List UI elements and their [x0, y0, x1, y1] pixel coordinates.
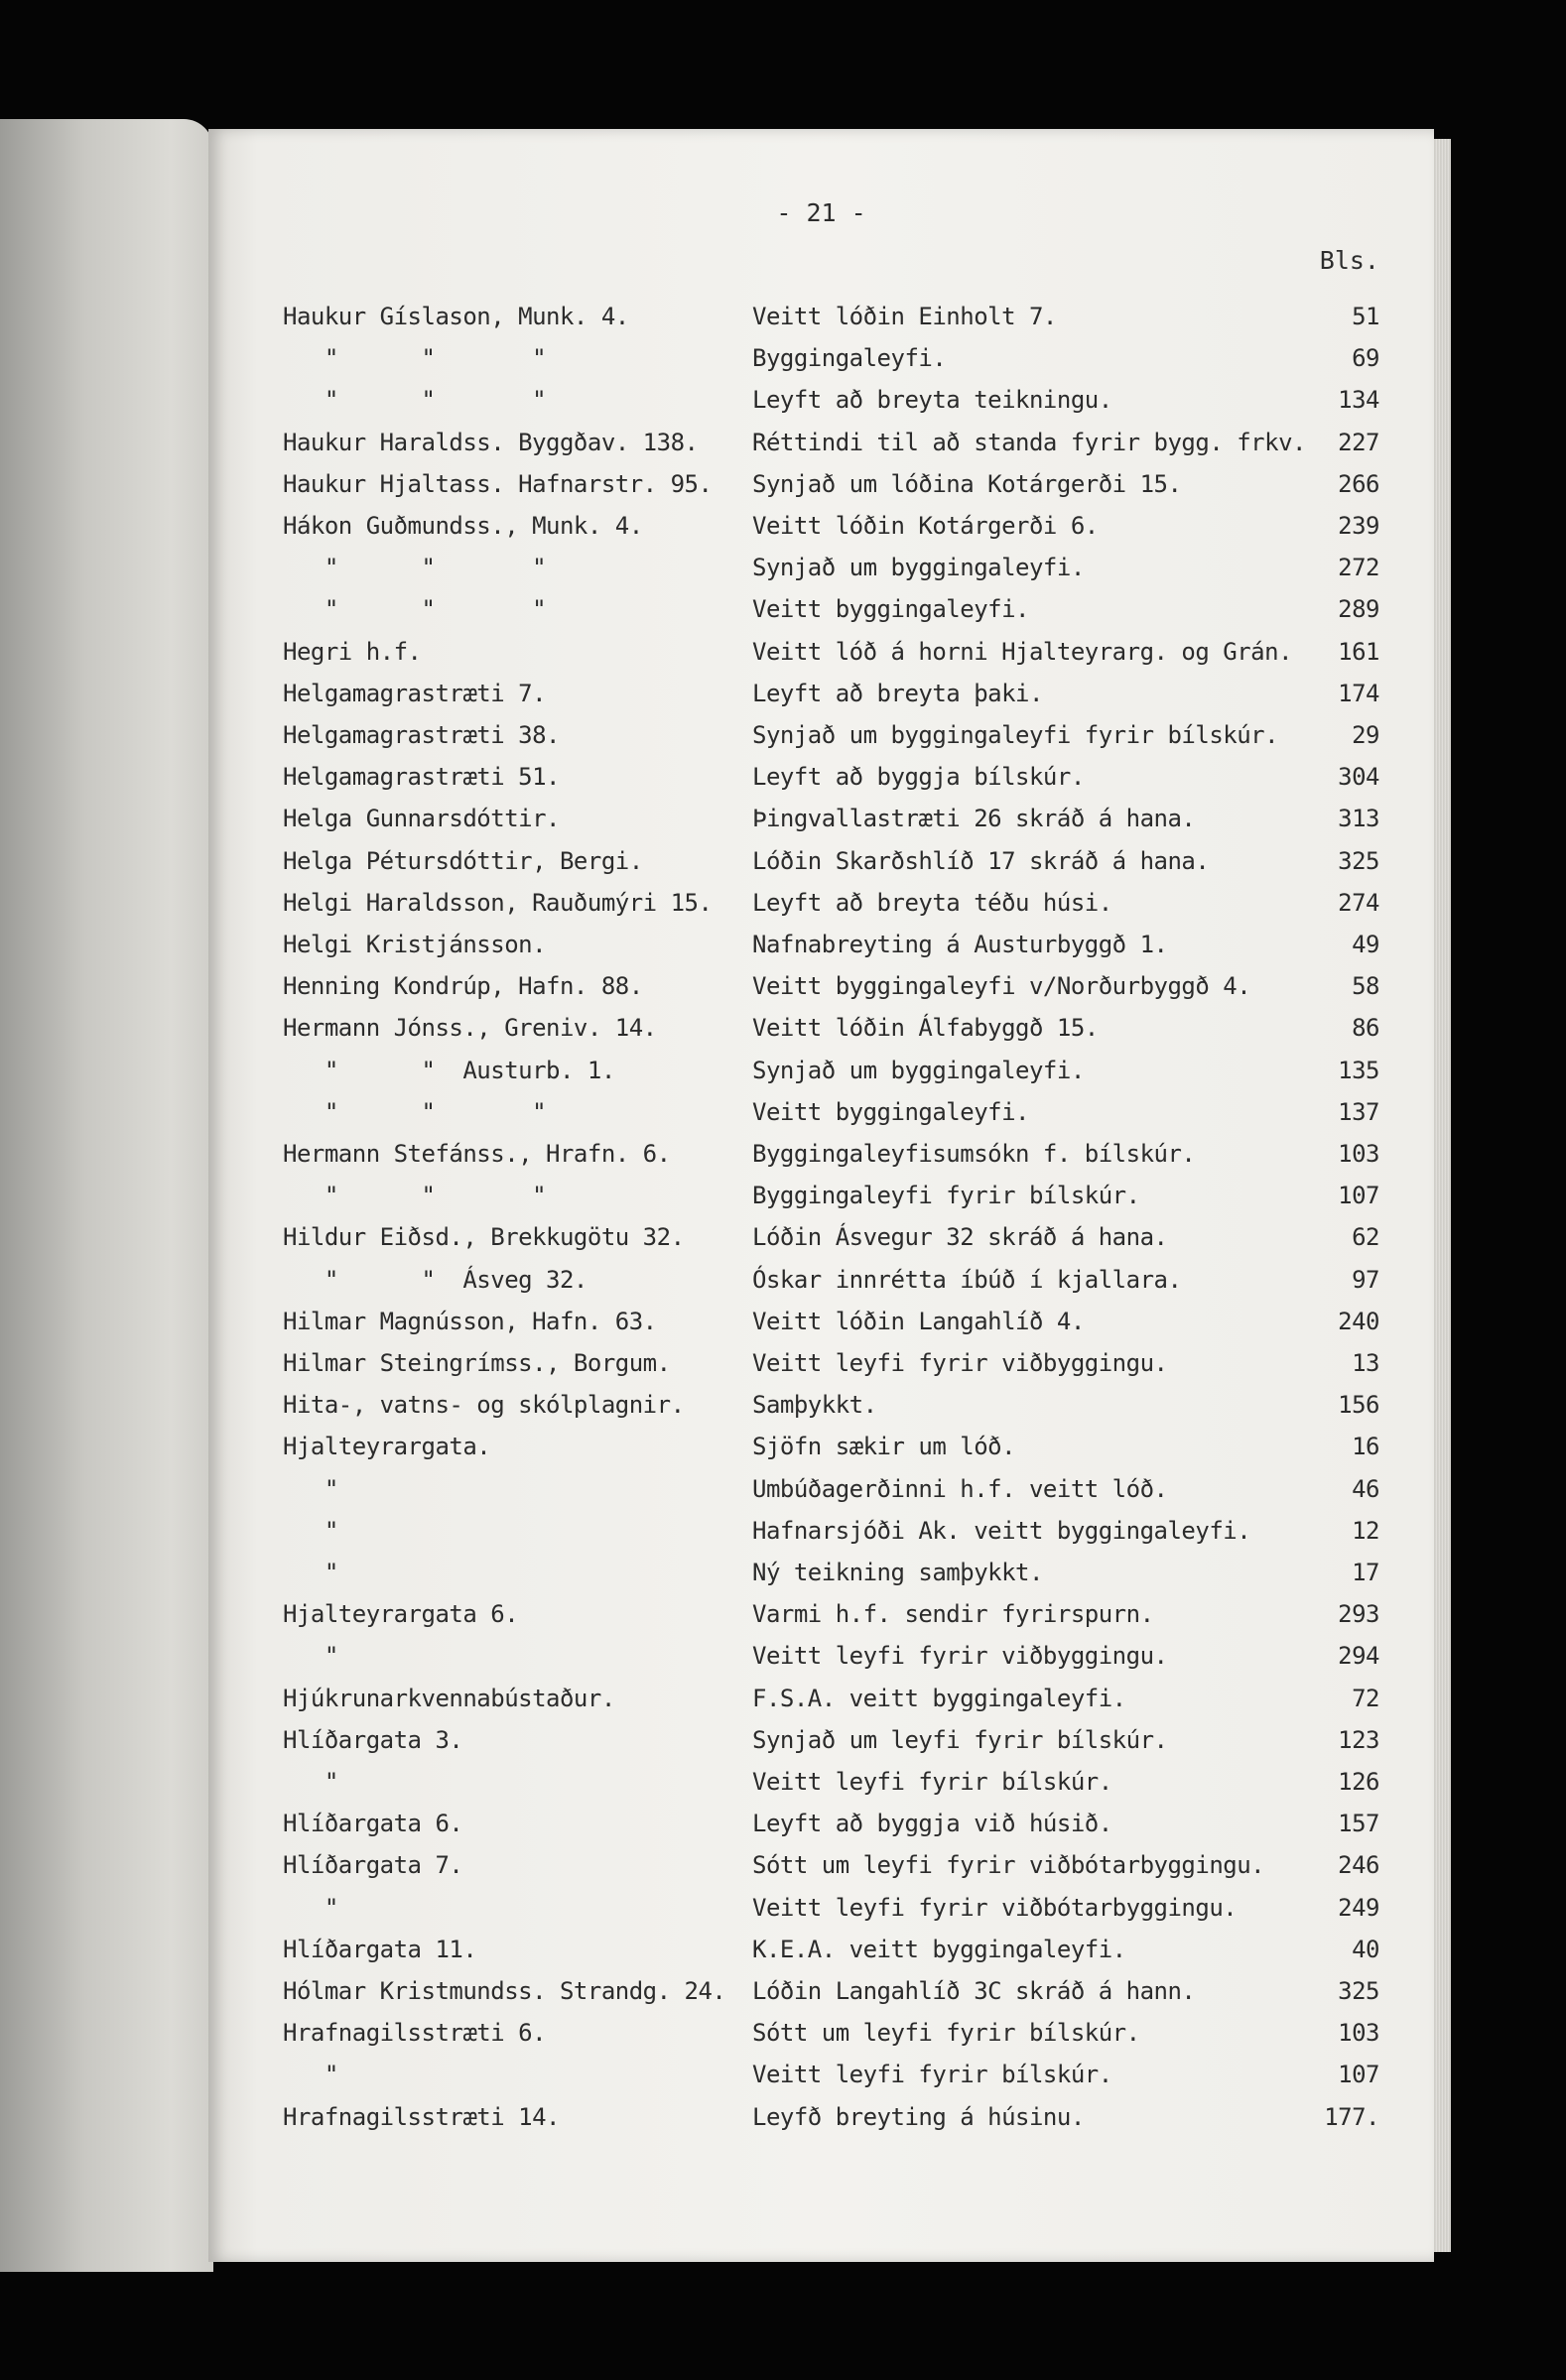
entry-description: F.S.A. veitt byggingaleyfi.	[752, 1684, 1126, 1712]
index-entry-row	[208, 1140, 1434, 1182]
entry-description: Sjöfn sækir um lóð.	[752, 1433, 1016, 1461]
entry-page-reference: 134	[1338, 386, 1379, 415]
index-entry-row	[208, 554, 1434, 595]
entry-name: Hermann Stefánss., Hrafn. 6.	[283, 1140, 671, 1168]
entry-description: Réttindi til að standa fyrir bygg. frkv.	[752, 428, 1306, 456]
entry-name: Hermann Jónss., Greniv. 14.	[283, 1014, 657, 1043]
entry-page-reference: 239	[1338, 512, 1379, 540]
index-entry-row	[208, 763, 1434, 805]
index-entry-row	[208, 1726, 1434, 1768]
entry-description: Lóðin Ásvegur 32 skráð á hana.	[752, 1223, 1168, 1252]
entry-page-reference: 12	[1352, 1516, 1379, 1545]
entry-page-reference: 62	[1352, 1223, 1379, 1252]
entry-name: Helgamagrastræti 7.	[283, 679, 547, 707]
entry-page-reference: 86	[1352, 1014, 1379, 1043]
entry-name: Hilmar Steingrímss., Borgum.	[283, 1349, 671, 1377]
entry-page-reference: 157	[1338, 1810, 1379, 1838]
index-entry-row	[208, 1810, 1434, 1851]
entry-name: Helga Gunnarsdóttir.	[283, 805, 560, 833]
entry-description: Veitt lóðin Langahlíð 4.	[752, 1307, 1085, 1335]
entry-page-reference: 135	[1338, 1056, 1379, 1084]
entry-name: " " "	[283, 344, 547, 373]
entry-description: Veitt leyfi fyrir bílskúr.	[752, 1768, 1112, 1796]
index-entry-row	[208, 2061, 1434, 2102]
entry-page-reference: 72	[1352, 1684, 1379, 1712]
index-entry-row	[208, 972, 1434, 1014]
index-entry-row	[208, 1266, 1434, 1308]
entry-page-reference: 272	[1338, 554, 1379, 582]
entry-page-reference: 51	[1352, 303, 1379, 330]
index-entry-row	[208, 1685, 1434, 1726]
entry-description: Veitt byggingaleyfi v/Norðurbyggð 4.	[752, 972, 1251, 1001]
entry-description: Veitt lóðin Kotárgerði 6.	[752, 512, 1099, 540]
index-entry-row	[208, 1433, 1434, 1474]
entry-name: Hrafnagilsstræti 14.	[283, 2102, 560, 2131]
index-entry-row	[208, 1098, 1434, 1140]
entry-description: Samþykkt.	[752, 1391, 877, 1420]
entry-page-reference: 13	[1352, 1349, 1379, 1377]
entry-name: Helgamagrastræti 51.	[283, 763, 560, 792]
entry-description: Sótt um leyfi fyrir bílskúr.	[752, 2019, 1140, 2048]
entry-page-reference: 240	[1338, 1307, 1379, 1335]
index-entry-row	[208, 1014, 1434, 1056]
entry-name: Henning Kondrúp, Hafn. 88.	[283, 972, 643, 1001]
entry-description: Leyft að byggja við húsið.	[752, 1810, 1112, 1838]
entry-page-reference: 266	[1338, 469, 1379, 498]
index-entry-row	[208, 595, 1434, 637]
index-entry-row	[208, 1936, 1434, 1977]
entry-description: Leyft að breyta teikningu.	[752, 386, 1112, 415]
index-entry-row	[208, 2019, 1434, 2061]
entry-page-reference: 107	[1338, 2061, 1379, 2089]
entry-name: "	[283, 1893, 338, 1922]
index-entry-row	[208, 1642, 1434, 1684]
entry-name: " " "	[283, 595, 547, 624]
index-entry-row	[208, 1475, 1434, 1517]
index-entry-row	[208, 1894, 1434, 1936]
entry-page-reference: 29	[1352, 721, 1379, 749]
index-entry-row	[208, 1977, 1434, 2019]
entry-page-reference: 17	[1352, 1559, 1379, 1586]
index-entry-row	[208, 1851, 1434, 1893]
entry-description: Leyft að breyta téðu húsi.	[752, 888, 1112, 917]
entry-description: Ný teikning samþykkt.	[752, 1559, 1043, 1586]
entry-page-reference: 156	[1338, 1391, 1379, 1420]
index-entry-row	[208, 1768, 1434, 1810]
page-reference-column-header: Bls.	[1319, 246, 1379, 275]
entry-name: Hlíðargata 7.	[283, 1851, 463, 1880]
entry-page-reference: 103	[1338, 1140, 1379, 1168]
entry-name: Hjalteyrargata 6.	[283, 1600, 519, 1629]
entry-description: Lóðin Langahlíð 3C skráð á hann.	[752, 1977, 1196, 2005]
index-entry-row	[208, 680, 1434, 721]
entry-description: Varmi h.f. sendir fyrirspurn.	[752, 1600, 1154, 1629]
entry-description: Veitt lóðin Álfabyggð 15.	[752, 1014, 1099, 1043]
entry-page-reference: 107	[1338, 1182, 1379, 1210]
entry-name: Helga Pétursdóttir, Bergi.	[283, 846, 643, 875]
entry-page-reference: 126	[1338, 1768, 1379, 1796]
index-entry-row	[208, 303, 1434, 344]
entry-page-reference: 46	[1352, 1474, 1379, 1503]
entry-page-reference: 174	[1338, 679, 1379, 707]
entry-description: Synjað um byggingaleyfi.	[752, 1056, 1085, 1084]
entry-name: Hita-, vatns- og skólplagnir.	[283, 1391, 685, 1420]
entry-page-reference: 16	[1352, 1433, 1379, 1461]
index-entry-row	[208, 2103, 1434, 2145]
entry-description: Byggingaleyfi fyrir bílskúr.	[752, 1182, 1140, 1210]
entry-page-reference: 58	[1352, 972, 1379, 1001]
entry-description: Byggingaleyfisumsókn f. bílskúr.	[752, 1140, 1196, 1168]
entry-name: "	[283, 1768, 338, 1796]
entry-page-reference: 123	[1338, 1725, 1379, 1754]
entry-description: Leyft að byggja bílskúr.	[752, 763, 1085, 792]
entry-description: K.E.A. veitt byggingaleyfi.	[752, 1935, 1126, 1963]
entry-description: Veitt leyfi fyrir viðbyggingu.	[752, 1349, 1168, 1377]
entry-name: Hildur Eiðsd., Brekkugötu 32.	[283, 1223, 685, 1252]
entry-description: Veitt byggingaleyfi.	[752, 595, 1029, 624]
entry-name: Helgi Kristjánsson.	[283, 931, 547, 958]
entry-name: Hjalteyrargata.	[283, 1433, 491, 1461]
index-entry-row	[208, 1223, 1434, 1265]
entry-page-reference: 325	[1338, 846, 1379, 875]
index-entry-row	[208, 1308, 1434, 1349]
entry-name: Helgi Haraldsson, Rauðumýri 15.	[283, 888, 713, 917]
entry-name: Hákon Guðmundss., Munk. 4.	[283, 512, 643, 540]
index-entry-row	[208, 721, 1434, 763]
entry-name: Hegri h.f.	[283, 637, 422, 666]
index-entry-row	[208, 1517, 1434, 1559]
entry-name: Haukur Gíslason, Munk. 4.	[283, 303, 629, 330]
document-page	[208, 129, 1434, 2262]
entry-page-reference: 325	[1338, 1977, 1379, 2005]
entry-description: Þingvallastræti 26 skráð á hana.	[752, 805, 1196, 833]
entry-name: Hilmar Magnússon, Hafn. 63.	[283, 1307, 657, 1335]
entry-name: Hlíðargata 6.	[283, 1810, 463, 1838]
entry-name: "	[283, 1642, 338, 1671]
entry-name: " " Ásveg 32.	[283, 1265, 587, 1294]
entry-page-reference: 49	[1352, 931, 1379, 958]
entry-description: Umbúðagerðinni h.f. veitt lóð.	[752, 1474, 1168, 1503]
entry-name: Hlíðargata 3.	[283, 1725, 463, 1754]
entry-name: Hrafnagilsstræti 6.	[283, 2019, 547, 2048]
entry-description: Sótt um leyfi fyrir viðbótarbyggingu.	[752, 1851, 1265, 1880]
page-number: - 21 -	[776, 198, 866, 227]
entry-name: Hlíðargata 11.	[283, 1935, 477, 1963]
entry-page-reference: 161	[1338, 637, 1379, 666]
index-entry-row	[208, 1559, 1434, 1600]
entry-page-reference: 313	[1338, 805, 1379, 833]
entry-page-reference: 293	[1338, 1600, 1379, 1629]
index-entry-row	[208, 638, 1434, 680]
entry-description: Veitt byggingaleyfi.	[752, 1097, 1029, 1126]
entry-page-reference: 69	[1352, 344, 1379, 373]
entry-description: Veitt lóð á horni Hjalteyrarg. og Grán.	[752, 637, 1293, 666]
index-entry-row	[208, 889, 1434, 931]
entry-page-reference: 40	[1352, 1935, 1379, 1963]
entry-page-reference: 137	[1338, 1097, 1379, 1126]
entry-page-reference: 289	[1338, 595, 1379, 624]
entry-description: Veitt leyfi fyrir viðbyggingu.	[752, 1642, 1168, 1671]
entry-page-reference: 227	[1338, 428, 1379, 456]
entry-page-reference: 177.	[1324, 2102, 1379, 2131]
entry-description: Byggingaleyfi.	[752, 344, 947, 373]
entry-name: "	[283, 2061, 338, 2089]
index-entry-row	[208, 1391, 1434, 1433]
entry-name: " " "	[283, 554, 547, 582]
index-entry-row	[208, 1349, 1434, 1391]
entry-name: " " "	[283, 386, 547, 415]
index-entry-row	[208, 805, 1434, 846]
entry-page-reference: 246	[1338, 1851, 1379, 1880]
entry-description: Lóðin Skarðshlíð 17 skráð á hana.	[752, 846, 1210, 875]
entry-description: Synjað um leyfi fyrir bílskúr.	[752, 1725, 1168, 1754]
entry-page-reference: 249	[1338, 1893, 1379, 1922]
entry-description: Veitt lóðin Einholt 7.	[752, 303, 1057, 330]
index-entry-row	[208, 1057, 1434, 1098]
entry-description: Óskar innrétta íbúð í kjallara.	[752, 1265, 1182, 1294]
entry-page-reference: 294	[1338, 1642, 1379, 1671]
entry-name: " " "	[283, 1182, 547, 1210]
entry-name: Haukur Hjaltass. Hafnarstr. 95.	[283, 469, 713, 498]
entry-description: Veitt leyfi fyrir viðbótarbyggingu.	[752, 1893, 1238, 1922]
entry-page-reference: 304	[1338, 763, 1379, 792]
entry-name: Hjúkrunarkvennabústaður.	[283, 1684, 615, 1712]
entry-description: Synjað um byggingaleyfi fyrir bílskúr.	[752, 721, 1279, 749]
entry-description: Hafnarsjóði Ak. veitt byggingaleyfi.	[752, 1516, 1251, 1545]
entry-name: "	[283, 1516, 338, 1545]
entry-description: Veitt leyfi fyrir bílskúr.	[752, 2061, 1112, 2089]
index-entry-row	[208, 429, 1434, 470]
entry-page-reference: 97	[1352, 1265, 1379, 1294]
entry-description: Nafnabreyting á Austurbyggð 1.	[752, 931, 1168, 958]
entry-name: " " "	[283, 1097, 547, 1126]
entry-name: Helgamagrastræti 38.	[283, 721, 560, 749]
index-entry-row	[208, 847, 1434, 889]
entry-description: Synjað um lóðina Kotárgerði 15.	[752, 469, 1182, 498]
entry-description: Leyft að breyta þaki.	[752, 679, 1043, 707]
entry-page-reference: 274	[1338, 888, 1379, 917]
index-entry-row	[208, 931, 1434, 972]
left-facing-page	[0, 119, 213, 2272]
entry-name: Hólmar Kristmundss. Strandg. 24.	[283, 1977, 726, 2005]
entry-name: "	[283, 1559, 338, 1586]
entry-name: Haukur Haraldss. Byggðav. 138.	[283, 428, 699, 456]
entry-name: "	[283, 1474, 338, 1503]
index-entry-row	[208, 1600, 1434, 1642]
index-entry-row	[208, 386, 1434, 428]
entry-name: " " Austurb. 1.	[283, 1056, 615, 1084]
index-entry-row	[208, 344, 1434, 386]
index-entry-row	[208, 470, 1434, 512]
entry-description: Leyfð breyting á húsinu.	[752, 2102, 1085, 2131]
index-entry-row	[208, 512, 1434, 554]
index-entry-row	[208, 1182, 1434, 1223]
entry-description: Synjað um byggingaleyfi.	[752, 554, 1085, 582]
entry-page-reference: 103	[1338, 2019, 1379, 2048]
